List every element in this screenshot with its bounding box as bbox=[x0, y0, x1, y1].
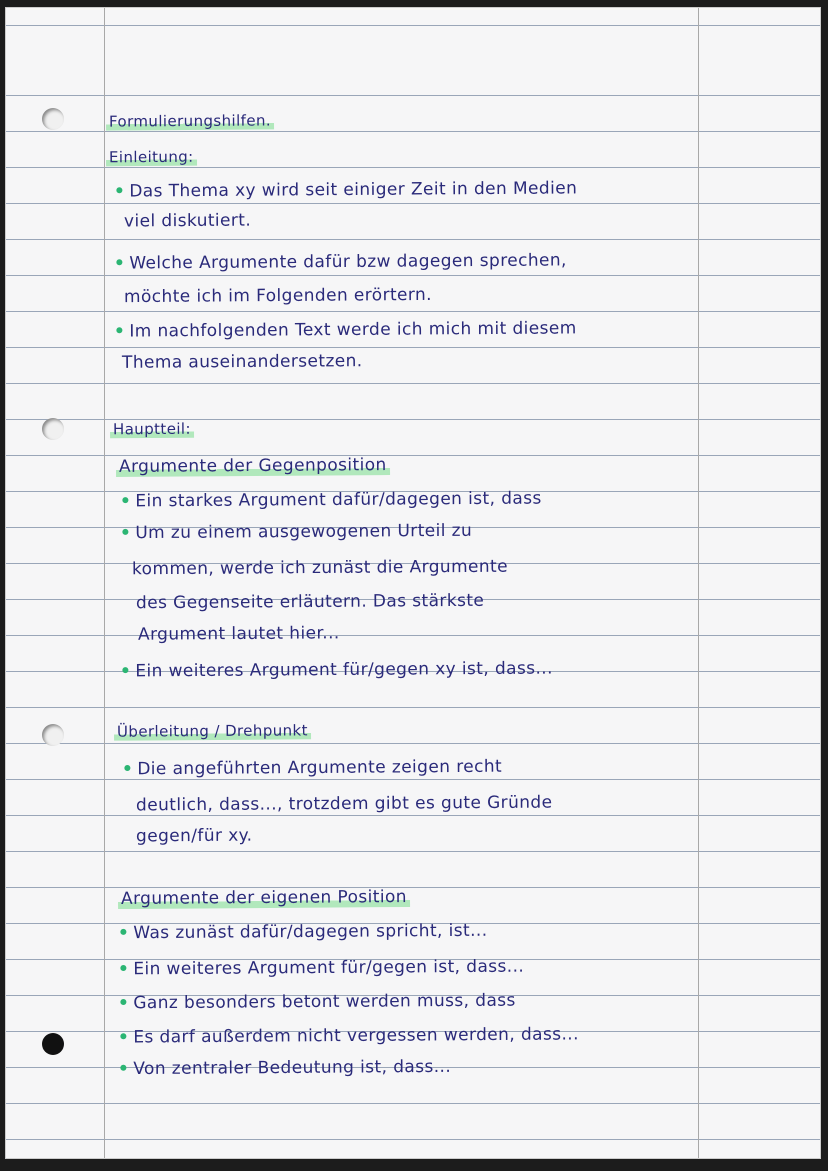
page-title: Formulierungshilfen. bbox=[106, 111, 274, 130]
main-line: des Gegenseite erläutern. Das stärkste bbox=[135, 590, 485, 614]
intro-heading: Einleitung: bbox=[106, 148, 197, 167]
main-line: kommen, werde ich zunäst die Argumente bbox=[131, 556, 509, 580]
main-line: • Ein starkes Argument dafür/dagegen ist, dass bbox=[119, 488, 542, 512]
intro-line: Thema auseinandersetzen. bbox=[121, 351, 363, 373]
intro-line: viel diskutiert. bbox=[123, 210, 252, 232]
main-line: • Ein weiteres Argument für/gegen xy ist, dass... bbox=[119, 658, 553, 682]
transition-line: deutlich, dass..., trotzdem gibt es gute Gründe bbox=[135, 792, 553, 816]
main-heading: Hauptteil: bbox=[110, 420, 194, 439]
transition-heading: Überleitung / Drehpunkt bbox=[114, 721, 311, 740]
own-line: • Ein weiteres Argument für/gegen ist, dass... bbox=[117, 956, 525, 980]
intro-line: möchte ich im Folgenden erörtern. bbox=[123, 284, 433, 308]
punch-hole bbox=[42, 418, 64, 440]
punch-hole bbox=[42, 108, 64, 130]
notebook-page bbox=[6, 8, 820, 1158]
intro-line: • Das Thema xy wird seit einiger Zeit in den Medien bbox=[113, 178, 578, 202]
main-subheading: Argumente der Gegenposition bbox=[116, 455, 390, 477]
own-line: • Von zentraler Bedeutung ist, dass... bbox=[117, 1056, 452, 1080]
punch-hole bbox=[42, 724, 64, 746]
intro-line: • Welche Argumente dafür bzw dagegen sprechen, bbox=[113, 250, 567, 274]
own-heading: Argumente der eigenen Position bbox=[118, 887, 410, 909]
transition-line: gegen/für xy. bbox=[135, 825, 253, 847]
main-line: Argument lautet hier... bbox=[137, 623, 340, 645]
main-line: • Um zu einem ausgewogenen Urteil zu bbox=[119, 520, 473, 544]
punch-hole bbox=[42, 1033, 64, 1055]
own-line: • Es darf außerdem nicht vergessen werden, dass... bbox=[117, 1024, 579, 1048]
left-margin-line bbox=[104, 8, 105, 1158]
right-margin-line bbox=[698, 8, 699, 1158]
transition-line: • Die angeführten Argumente zeigen recht bbox=[121, 756, 503, 780]
intro-line: • Im nachfolgenden Text werde ich mich mit diesem bbox=[113, 318, 577, 342]
own-line: • Was zunäst dafür/dagegen spricht, ist... bbox=[117, 920, 488, 944]
own-line: • Ganz besonders betont werden muss, dass bbox=[117, 990, 516, 1014]
